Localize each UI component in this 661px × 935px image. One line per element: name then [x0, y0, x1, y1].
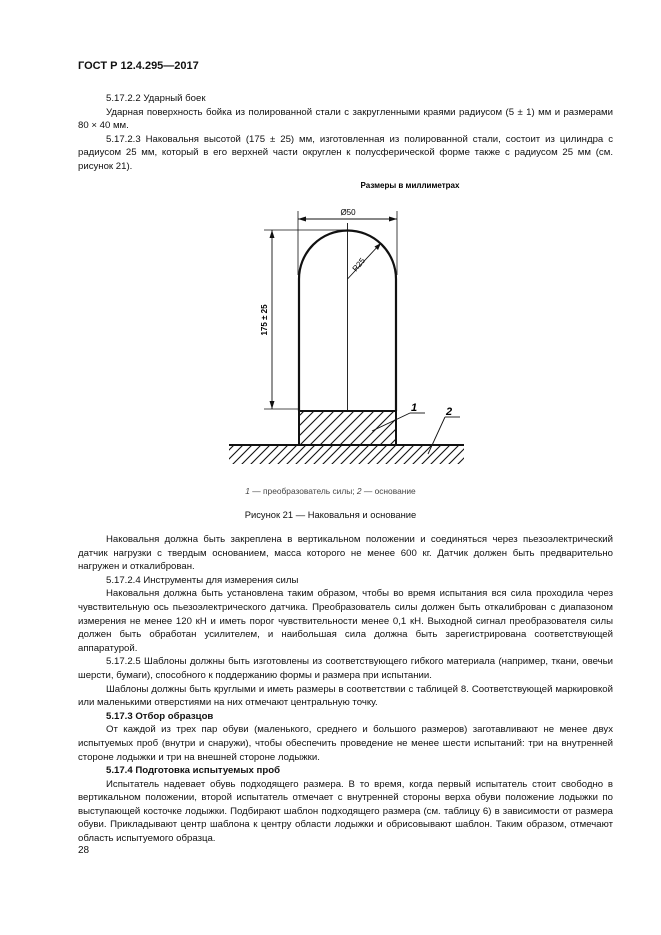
units-note: Размеры в миллиметрах	[360, 181, 460, 190]
paragraph-sample-preparation: Испытатель надевает обувь подходящего размера. В то время, когда первый испытатель стоит свободно в вертикальном положении, второй испытатель отмечает с внутренней стороны верха обуви положение лодыжки по выступающей косточке лодыжки. Подбирают шаблон подходящего размера (см. таблицу 6) в зависимости от размера обуви. Прикладывают центр шаблона к центру области лодыжки и обрисовывают шаблон. Таким образом, отмечают область испытуемого образца.	[78, 778, 613, 845]
section-5-17-2-2-title: 5.17.2.2 Ударный боек	[106, 93, 206, 104]
height-arrow-top	[270, 230, 275, 238]
heading-5-17-4: 5.17.4 Подготовка испытуемых проб	[106, 765, 280, 777]
legend-num-1: 1	[245, 486, 250, 496]
heading-5-17-3: 5.17.3 Отбор образцов	[106, 710, 214, 722]
paragraph-templates-material: 5.17.2.5 Шаблоны должны быть изготовлены из соответствующего гибкого материала (например, ткани, овечьи шерсти, бумаги), способного к поддержанию формы и размера при испытании.	[78, 656, 613, 681]
diameter-arrow-left	[298, 217, 306, 222]
legend-num-2: 2	[356, 486, 362, 496]
height-label: 175 ± 25	[260, 304, 269, 336]
section-5-17-2-3-text: 5.17.2.3 Наковальня высотой (175 ± 25) мм, изготовленная из полированной стали, состоит из цилиндра с радиусом 25 мм, который в его верхней части округлен к полусферической форме также с радиусом 25 мм (см. рисунок 21).	[78, 133, 613, 172]
paragraph-sampling: От каждой из трех пар обуви (маленького, среднего и большого размеров) заготавливают не менее двух испытуемых проб (внутри и снаружи), чтобы обеспечить проведение не менее шести испытаний: три на внутренней стороне лодыжки и три на внешней стороне лодыжки.	[78, 724, 613, 763]
anvil-figure	[0, 175, 661, 495]
paragraph-templates-shape: Шаблоны должны быть круглыми и иметь размеры в соответствии с таблицей 8. Соответствующей маркировкой или маленькими отверстиями на них отмечают центральную точку.	[78, 683, 613, 709]
ground-hatch	[229, 446, 464, 464]
force-transducer	[299, 411, 396, 445]
legend-text-1: — преобразователь силы;	[249, 486, 357, 496]
section-5-17-2-2-text: Ударная поверхность бойка из полированной стали с закругленными краями радиусом (5 ± 1) мм и размерами 80 × 40 мм.	[78, 106, 613, 132]
page-number: 28	[78, 845, 90, 856]
figure-legend	[0, 486, 661, 496]
callout-1-label: 1	[411, 402, 418, 414]
paragraph-force-measurement: Наковальня должна быть установлена таким образом, чтобы во время испытания вся сила проходила через чувствительную ось пьезоэлектрического датчика. Преобразователь силы должен быть откалиброван с диапазоном измерения не менее 120 кН и иметь порог чувствительности менее 0,1 кН. Выходной сигнал преобразователя силы должен быть обработан усилителем, и наибольшая сила должна быть зарегистрирована соответствующей аппаратурой.	[78, 588, 613, 654]
top-text-section	[78, 92, 613, 174]
height-arrow-bottom	[270, 401, 275, 409]
document-header: ГОСТ Р 12.4.295—2017	[78, 60, 199, 72]
radius-label: R25	[350, 256, 367, 274]
callout-2-label: 2	[446, 406, 453, 418]
figure-caption: Рисунок 21 — Наковальня и основание	[244, 509, 417, 520]
paragraph-anvil-mounting: Наковальня должна быть закреплена в вертикальном положении и соединяться через пьезоэлектрический датчик нагрузки с твердым основанием, масса которого не менее 600 кг. Датчик должен быть предварительно нагружен и откалиброван.	[78, 534, 613, 573]
body-text-section	[78, 533, 613, 846]
diameter-label: Ø50	[340, 208, 356, 217]
legend-text-2: — основание	[361, 486, 416, 496]
heading-5-17-2-4: 5.17.2.4 Инструменты для измерения силы	[106, 574, 299, 586]
diameter-arrow-right	[389, 217, 397, 222]
